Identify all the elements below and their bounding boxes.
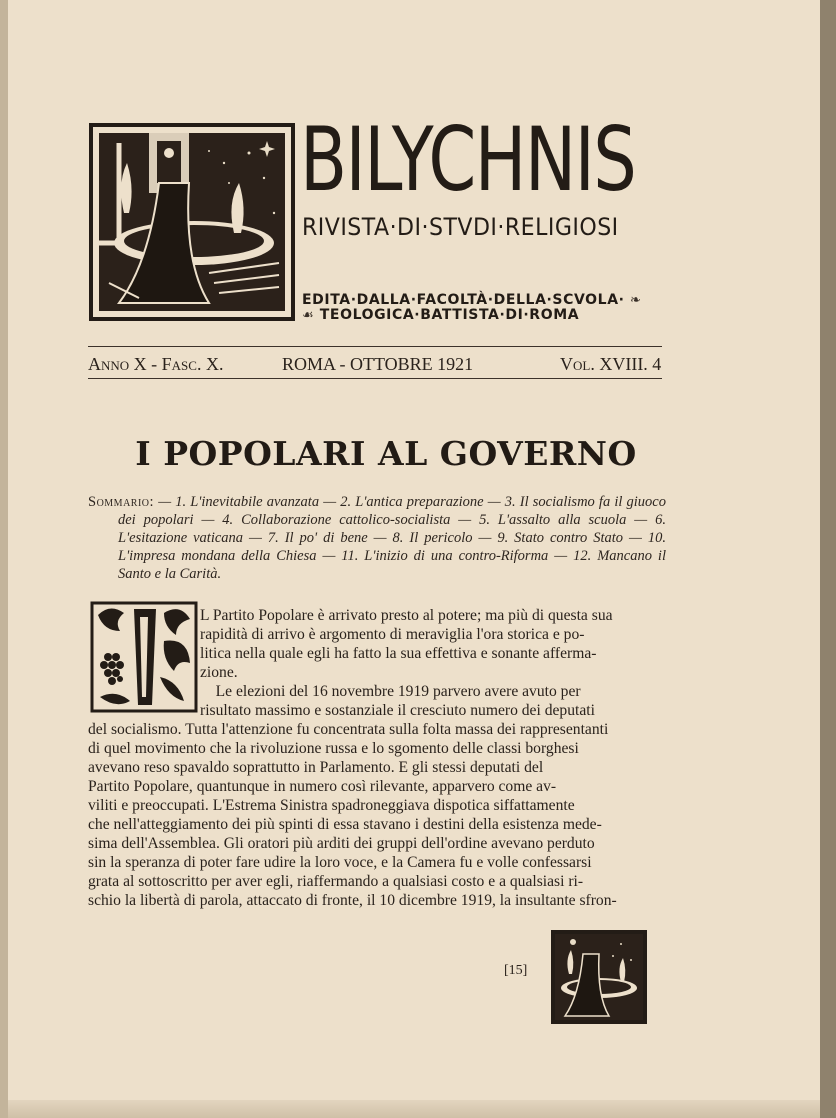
body-line: sima dell'Assemblea. Gli oratori più arditi dei gruppi dell'ordine avevano perduto bbox=[88, 835, 595, 852]
body-line: schio la libertà di parola, attaccato di fronte, il 10 dicembre 1919, la insultante sfron- bbox=[88, 892, 617, 909]
volume-number: Vol. XVIII. 4 bbox=[560, 354, 662, 374]
page-right-shadow bbox=[820, 0, 836, 1118]
body-line: che nell'atteggiamento dei più spinti di essa stavano i destini della esistenza mede- bbox=[88, 816, 602, 833]
sommario-text: — 1. L'inevitabile avanzata — 2. L'antica preparazione — 3. Il socialismo fa il giuoco dei popolari — 4. Collaborazione cattolico-socialista — 5. L'assalto alla scuola — 6. L'esitazione vaticana — 7. Il po' di bene — 8. Il pericolo — 9. Stato contro Stato — 10. L'impresa mondana della Chiesa — 11. L'inizio di una contro-Riforma — 12. Mancano il Santo e la Carità. bbox=[118, 494, 666, 582]
body-line: risultato massimo e sostanziale il cresciuto numero dei deputati bbox=[200, 702, 595, 719]
place-date: ROMA - OTTOBRE 1921 bbox=[282, 354, 474, 374]
bottom-rule bbox=[88, 378, 662, 379]
masthead-subtitle: RIVISTA·DI·STVDI·RELIGIOSI bbox=[302, 213, 619, 241]
body-line: Partito Popolare, quantunque in numero così rilevante, apparvero come av- bbox=[88, 778, 557, 795]
body-line: viliti e preoccupati. L'Estrema Sinistra spadroneggiava dispotica siffattamente bbox=[88, 797, 575, 814]
page-left-edge bbox=[0, 0, 8, 1118]
ornament-leaf-icon: ❧ bbox=[630, 293, 642, 308]
masthead-edition-line-2 bbox=[302, 306, 579, 325]
article-body bbox=[88, 606, 666, 910]
edition-text-2: TEOLOGICA·BATTISTA·DI·ROMA bbox=[319, 307, 580, 323]
body-line: litica nella quale egli ha fatto la sua effettiva e sonante afferma- bbox=[200, 645, 597, 662]
body-line: del socialismo. Tutta l'attenzione fu concentrata sulla folta massa dei rappresentanti bbox=[88, 721, 609, 738]
body-line: di quel movimento che la rivoluzione russa e lo sgomento delle classi borghesi bbox=[88, 740, 579, 757]
body-line: Le elezioni del 16 novembre 1919 parvero avere avuto per bbox=[200, 683, 581, 700]
masthead-woodcut-lamp-image bbox=[89, 123, 295, 321]
page-number: [15] bbox=[504, 963, 528, 978]
body-line: zione. bbox=[200, 664, 238, 681]
body-line: L Partito Popolare è arrivato presto al potere; ma più di questa sua bbox=[200, 607, 613, 624]
article-headline: I POPOLARI AL GOVERNO bbox=[135, 434, 637, 473]
top-rule bbox=[88, 346, 662, 347]
dropcap-wrapped-lines bbox=[88, 606, 666, 720]
tailpiece-lamp-woodcut-image bbox=[551, 930, 647, 1024]
body-line: avevano reso spavaldo soprattutto in Parlamento. E gli stessi deputati del bbox=[88, 759, 544, 776]
page-bottom-shadow bbox=[8, 1100, 820, 1118]
issue-number: Anno X - Fasc. X. bbox=[88, 354, 224, 374]
body-line: sin la speranza di poter fare udire la loro voce, e la Camera fu e volle confessarsi bbox=[88, 854, 592, 871]
edition-text-1: EDITA·DALLA·FACOLTÀ·DELLA·SCVOLA· bbox=[302, 292, 625, 308]
body-line: rapidità di arrivo è argomento di meraviglia l'ora storica e po- bbox=[200, 626, 585, 643]
sommario-block bbox=[88, 493, 666, 583]
body-line: grata al sottoscritto per aver egli, riaffermando a qualsiasi costo e a qualsiasi ri- bbox=[88, 873, 584, 890]
sommario-label: Sommario: bbox=[88, 494, 155, 510]
issue-info-row bbox=[88, 352, 662, 376]
ornament-vine-icon: ☙ bbox=[302, 308, 315, 323]
masthead-title: BILYCHNIS bbox=[300, 108, 636, 211]
